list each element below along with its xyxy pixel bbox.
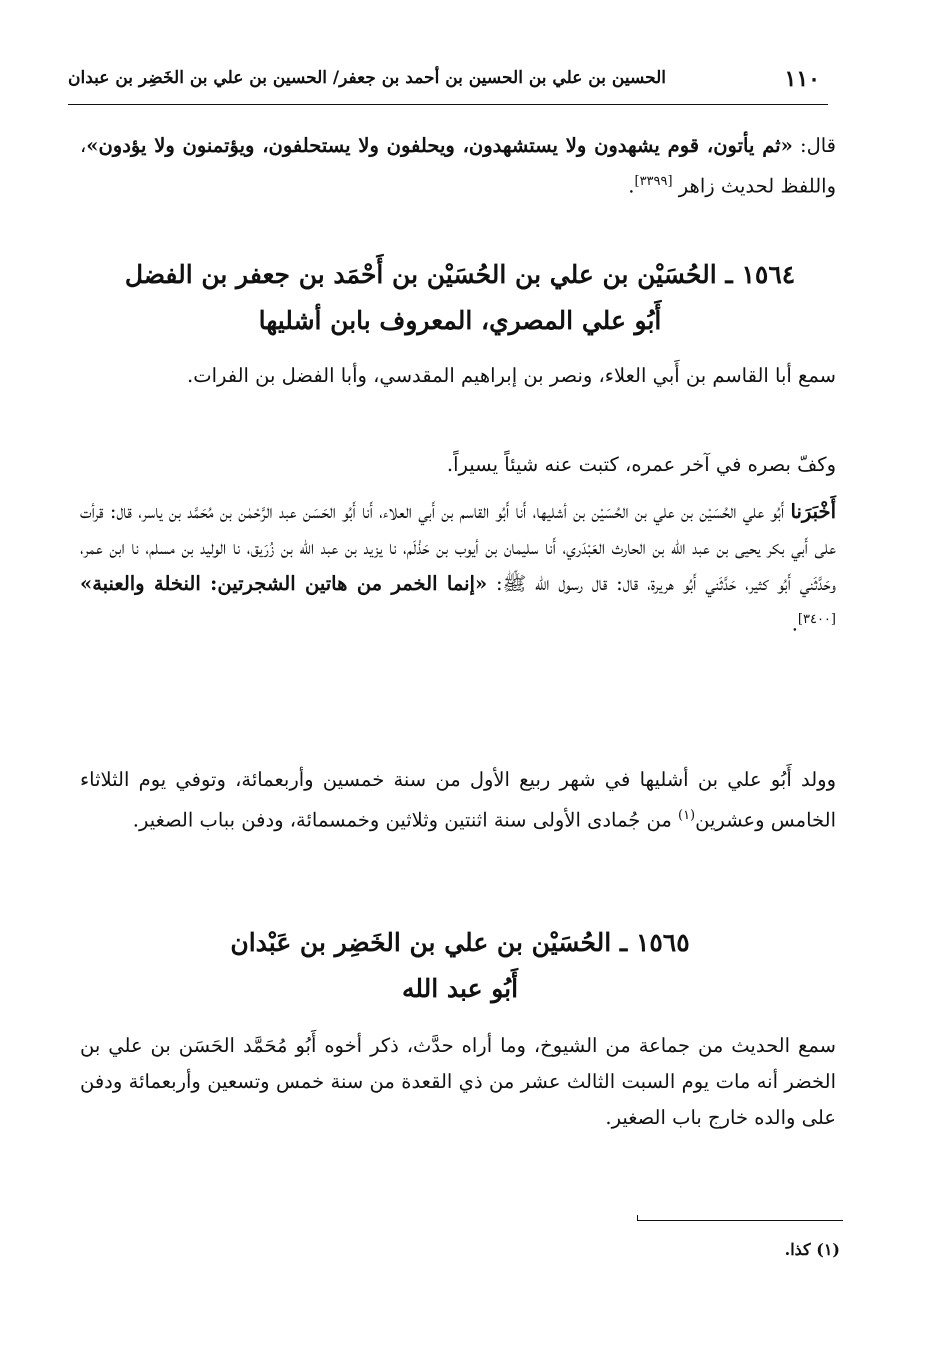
footnote: [600, 1240, 840, 1259]
paragraph-end: .: [791, 612, 798, 636]
isnad-lead-word: أَخْبَرَنا: [790, 500, 836, 523]
hadith-reference: [٣٤٠٠]: [797, 612, 836, 627]
entry-heading-1565-line2: أَبُو عبد الله: [401, 974, 519, 1003]
continuation-intro: قال:: [792, 134, 837, 157]
entry-1564-paragraph-1: سمع أبا القاسم بن أَبي العلاء، ونصر بن إبراهيم المقدسي، وأبا الفضل بن الفرات.: [187, 364, 836, 387]
footnote-mark: (١): [816, 1240, 840, 1259]
page-header: [68, 62, 828, 108]
footnote-divider: [637, 1220, 843, 1221]
entry-heading-1564-line1: ١٥٦٤ ـ الحُسَيْن بن علي بن الحُسَيْن بن أَحْمَد بن جعفر بن الفضل: [124, 260, 796, 289]
footnote-marker: (١): [677, 808, 696, 823]
hadith-quote: «ثم يأتون، قوم يشهدون ولا يستشهدون، ويحلفون ولا يستحلفون، ويؤتمنون ولا يؤدون»: [86, 134, 793, 157]
running-title: الحسين بن علي بن الحسين بن أحمد بن جعفر/ الحسين بن علي بن الخَضِر بن عبدان: [68, 68, 666, 88]
continuation-paragraph: [80, 128, 836, 205]
header-divider: [68, 104, 828, 105]
entry-1564-paragraph-3: [80, 494, 836, 643]
continuation-text: ، واللفظ لحديث زاهر: [80, 134, 836, 198]
entry-1564-paragraph-2: وكفّ بصره في آخر عمره، كتبت عنه شيئاً يسيراً.: [446, 453, 836, 476]
entry-heading-1564: [90, 252, 830, 344]
footnote-text: كذا.: [784, 1240, 811, 1259]
hadith-quote: «إنما الخمر من هاتين الشجرتين: النخلة والعنبة»: [80, 572, 488, 595]
entry-heading-1564-line2: أَبُو علي المصري، المعروف بابن أشليها: [258, 306, 662, 335]
entry-heading-1565-line1: ١٥٦٥ ـ الحُسَيْن بن علي بن الخَضِر بن عَبْدان: [230, 928, 690, 957]
entry-1565-paragraph-1: سمع الحديث من جماعة من الشيوخ، وما أراه حدَّث، ذكر أخوه أَبُو مُحَمَّد الحَسَن بن علي بن الخضر أنه مات يوم السبت الثالث عشر من ذي القعدة من سنة خمس وتسعين وأربعمائة ودفن على والده خارج باب الصغير.: [80, 1034, 836, 1129]
continuation-end: .: [628, 174, 635, 198]
entry-1564-paragraph-4: [80, 762, 836, 839]
entry-heading-1565: [90, 920, 830, 1012]
isnad-text: أَبُو علي الحُسَيْن بن علي بن الحُسَيْن بن أشليها، أَنا أَبُو القاسم بن أَبي العلاء، أَنا أَبُو الحَسَن عبد الرَّحْمٰن بن مُحَمَّد بن ياسر، قال: قرأت على أَبي بكر يحيى بن عبد الله بن الحارث العَبْدَري، أَنا سليمان بن أيوب بن حَذْلَم، نا يزيد بن عبد الله بن زُرَيق، نا الوليد بن مسلم، نا ابن عمر، وحَدَّثَني أَبُو كثير، حَدَّثَني أَبُو هريرة، قال: قال رسول الله ﷺ:: [80, 500, 837, 595]
death-text-b: من جُمادى الأولى سنة اثنتين وثلاثين وخمسمائة، ودفن بباب الصغير.: [132, 808, 678, 832]
page-number: ١١٠: [784, 66, 820, 92]
hadith-reference: [٣٣٩٩]: [634, 174, 673, 189]
death-text-a: وولد أَبُو علي بن أشليها في شهر ربيع الأول من سنة خمسين وأربعمائة، وتوفي يوم الثلاثاء الخامس وعشرين: [80, 768, 836, 832]
